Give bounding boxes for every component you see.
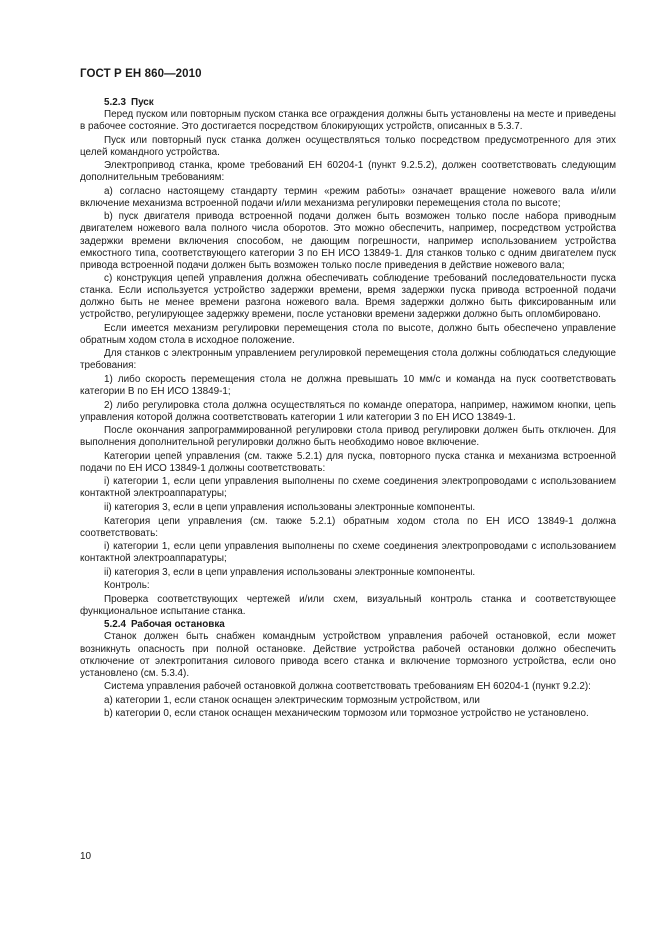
- document-body: [80, 97, 616, 720]
- paragraph: Категория цепи управления (см. также 5.2.1) обратным ходом стола по ЕН ИСО 13849-1 должна соответствовать:: [80, 515, 616, 539]
- list-item: b) пуск двигателя привода встроенной подачи должен быть возможен только после набора приводным двигателем ножевого вала полного числа оборотов. Это можно обеспечить, например, посредством устройства задержки времени включения способом, не дающим погрешности, например использованием устройства емкостного типа, соответствующего категории 3 по ЕН ИСО 13849-1. Для станков только с одним двигателем пуск привода встроенной подачи должен быть возможен только после приведения в действие ножевого вала;: [80, 211, 616, 271]
- section-heading-5-2-3: [80, 97, 616, 109]
- list-item: ii) категория 3, если в цепи управления использованы электронные компоненты.: [104, 566, 476, 578]
- list-item: i) категории 1, если цепи управления выполнены по схеме соединения электропроводами с использованием контактной электроаппаратуры;: [80, 476, 616, 500]
- list-item: 1) либо скорость перемещения стола не должна превышать 10 мм/с и команда на пуск соответствовать категории В по ЕН ИСО 13849-1;: [80, 374, 616, 398]
- page-number: 10: [80, 851, 92, 862]
- paragraph: Если имеется механизм регулировки перемещения стола по высоте, должно быть обеспечено управление обратным ходом стола в исходное положение.: [80, 322, 616, 346]
- paragraph: Категории цепей управления (см. также 5.2.1) для пуска, повторного пуска станка и механизма встроенной подачи по ЕН ИСО 13849-1 должны соответствовать:: [80, 450, 616, 474]
- paragraph: Контроль:: [104, 580, 150, 592]
- list-item: а) категории 1, если станок оснащен электрическим тормозным устройством, или: [104, 694, 480, 706]
- paragraph: Для станков с электронным управлением регулировкой перемещения стола должны соблюдаться следующие требования:: [80, 348, 616, 372]
- section-title: Рабочая остановка: [130, 619, 225, 631]
- list-item: i) категории 1, если цепи управления выполнены по схеме соединения электропроводами с использованием контактной электроаппаратуры;: [80, 541, 616, 565]
- list-item: а) согласно настоящему стандарту термин «режим работы» означает вращение ножевого вала и/или включение механизма встроенной подачи и/или механизма регулировки перемещения стола по высоте;: [80, 185, 616, 209]
- paragraph: Проверка соответствующих чертежей и/или схем, визуальный контроль станка и соответствующее функциональное испытание станка.: [80, 593, 616, 617]
- standard-header: ГОСТ Р ЕН 860—2010: [80, 68, 202, 80]
- paragraph: Пуск или повторный пуск станка должен осуществляться только посредством предусмотренного для этих целей командного устройства.: [80, 134, 616, 158]
- list-item: b) категории 0, если станок оснащен механическим тормозом или тормозное устройство не установлено.: [104, 708, 589, 720]
- paragraph: Станок должен быть снабжен командным устройством управления рабочей остановкой, если может возникнуть опасность при полной остановке. Действие устройства рабочей остановки должно обеспечить отключение от электропитания силового привода всего станка и включение тормозного устройства, если оно установлено (см. 5.3.4).: [80, 631, 616, 679]
- section-number: 5.2.3: [104, 97, 126, 108]
- section-title: Пуск: [130, 97, 154, 108]
- paragraph: Электропривод станка, кроме требований ЕН 60204-1 (пункт 9.2.5.2), должен соответствовать следующим дополнительным требованиям:: [80, 160, 616, 184]
- list-item: 2) либо регулировка стола должна осуществляться по команде оператора, например, нажимом кнопки, цепь управления которой должна соответствовать категории 1 или категории 3 по ЕН ИСО 13849-1.: [80, 399, 616, 423]
- list-item: ii) категория 3, если в цепи управления использованы электронные компоненты.: [104, 502, 476, 513]
- paragraph: Перед пуском или повторным пуском станка все ограждения должны быть установлены на месте и приведены в рабочее состояние. Это достигается посредством блокирующих устройств, описанных в 5.3.7.: [80, 109, 616, 133]
- section-heading-5-2-4: [80, 619, 616, 631]
- list-item: с) конструкция цепей управления должна обеспечивать соблюдение требований последовательности пуска станка. Если используется устройство задержки времени, время задержки пуска привода встроенной подачи должно быть не менее времени разгона ножевого вала. Время задержки должно быть фиксированным или устройство, регулирующее задержку времени, после установки времени задержки должно быть опломбировано.: [80, 273, 616, 321]
- paragraph: Система управления рабочей остановкой должна соответствовать требованиям ЕН 60204-1 (пункт 9.2.2):: [104, 681, 591, 693]
- paragraph: После окончания запрограммированной регулировки стола привод регулировки должен быть отключен. Для выполнения дополнительной регулировки должно быть необходимо новое включение.: [80, 425, 616, 449]
- section-number: 5.2.4: [104, 619, 126, 631]
